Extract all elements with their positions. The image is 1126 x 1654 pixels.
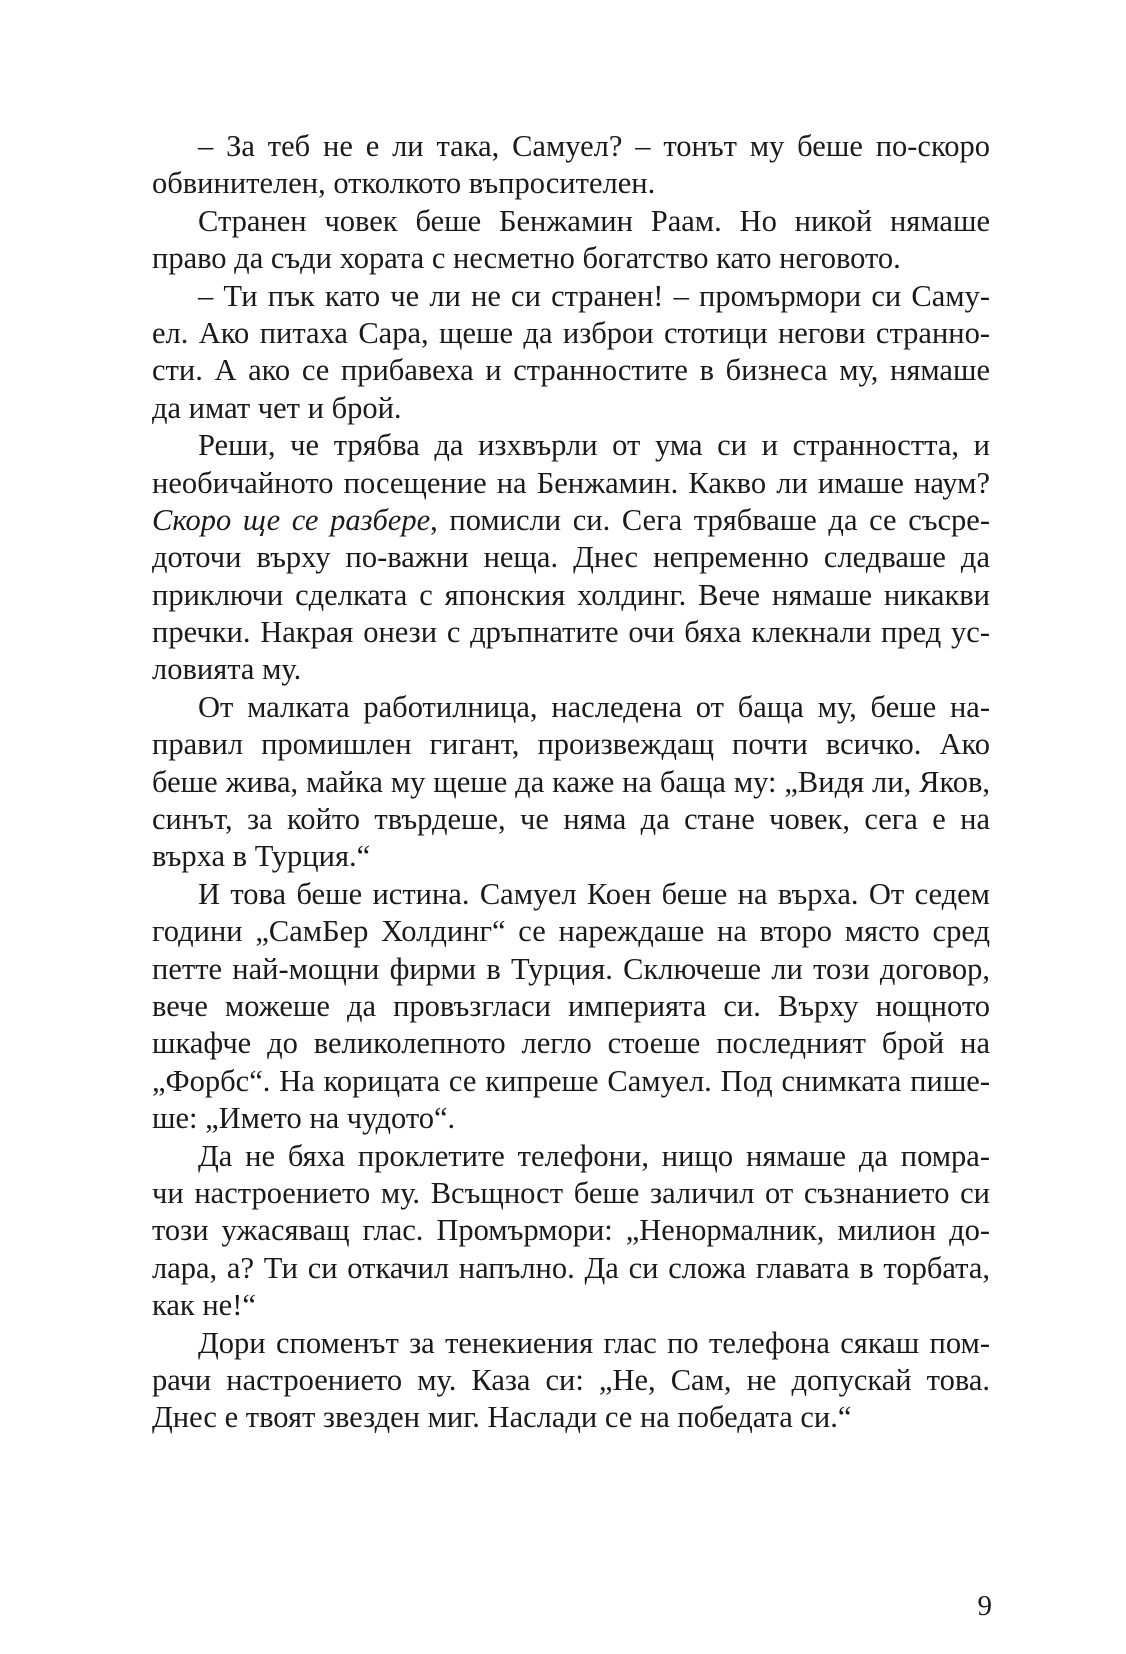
- text-segment: сти. А ако се прибавеха и странностите в бизнеса му, нямаше: [152, 353, 990, 388]
- text-segment: И това беше истина. Самуел Коен беше на върха. От седем: [198, 876, 990, 911]
- text-segment: обвинителен, отколкото въпросителен.: [152, 166, 656, 201]
- text-line: [152, 240, 990, 277]
- text-line: [152, 165, 990, 202]
- text-segment: Реши, че трябва да изхвърли от ума си и странността, и: [198, 428, 990, 463]
- text-line: [152, 689, 990, 726]
- text-line: [152, 315, 990, 352]
- text-line: [152, 128, 990, 165]
- text-line: [152, 1138, 990, 1175]
- text-line: [152, 1250, 990, 1287]
- text-segment: върха в Турция.“: [152, 839, 371, 874]
- text-segment: необичайното посещение на Бенжамин. Какво ли имаше наум?: [152, 465, 990, 500]
- text-line: [152, 614, 990, 651]
- text-segment: пречки. Накрая онези с дръпнатите очи бяха клекнали пред ус-: [152, 615, 990, 650]
- text-segment: синът, за който твърдеше, че няма да стане човек, сега е на: [152, 802, 990, 837]
- text-segment: лара, а? Ти си откачил напълно. Да си сложа главата в торбата,: [152, 1250, 990, 1285]
- text-segment: петте най-мощни фирми в Турция. Сключеше ли този договор,: [152, 951, 990, 986]
- text-line: [152, 1325, 990, 1362]
- text-line: [152, 1175, 990, 1212]
- text-segment: Дори споменът за тенекиения глас по телефона сякаш пом-: [198, 1325, 990, 1360]
- text-segment: ше: „Името на чудото“.: [152, 1101, 456, 1136]
- text-line: [152, 951, 990, 988]
- text-segment: доточи върху по-важни неща. Днес непременно следваше да: [152, 540, 990, 575]
- text-segment: правил промишлен гигант, произвеждащ почти всичко. Ако: [152, 727, 990, 762]
- text-line: [152, 1212, 990, 1249]
- text-segment: ел. Ако питаха Сара, щеше да изброи стотици негови странно-: [152, 315, 990, 350]
- text-segment: – За теб не е ли така, Самуел? – тонът му беше по-скоро: [198, 129, 990, 163]
- text-segment: чи настроението му. Всъщност беше заличил от съзнанието си: [152, 1175, 990, 1210]
- body-text: [152, 128, 990, 1437]
- text-line: [152, 876, 990, 913]
- text-line: [152, 539, 990, 576]
- text-line: [152, 465, 990, 502]
- text-line: [152, 502, 990, 539]
- text-segment: Странен човек беше Бенжамин Раам. Но никой нямаше: [198, 203, 990, 238]
- text-line: [152, 1025, 990, 1062]
- text-segment: шкафче до великолепното легло стоеше последният брой на: [152, 1026, 990, 1061]
- text-line: [152, 1063, 990, 1100]
- text-line: [152, 1399, 990, 1436]
- text-line: [152, 1362, 990, 1399]
- text-line: [152, 801, 990, 838]
- text-line: [152, 352, 990, 389]
- text-segment: От малката работилница, наследена от баща му, беше на-: [198, 689, 990, 724]
- text-segment: ловията му.: [152, 652, 302, 687]
- text-segment: как не!“: [152, 1288, 256, 1323]
- text-segment: Днес е твоят звезден миг. Наслади се на победата си.“: [152, 1400, 852, 1435]
- text-segment: – Ти пък като че ли не си странен! – промърмори си Саму-: [198, 278, 990, 313]
- text-line: [152, 577, 990, 614]
- text-line: [152, 764, 990, 801]
- text-line: [152, 988, 990, 1025]
- text-line: [152, 1100, 990, 1137]
- text-line: [152, 726, 990, 763]
- text-line: [152, 278, 990, 315]
- text-segment: този ужасяващ глас. Промърмори: „Ненормалник, милион до-: [152, 1213, 990, 1248]
- text-segment: , помисли си. Сега трябваше да се съсре-: [430, 502, 990, 537]
- text-segment: рачи настроението му. Каза си: „Не, Сам, не допускай това.: [152, 1362, 990, 1397]
- text-segment: приключи сделката с японския холдинг. Вече нямаше никакви: [152, 577, 990, 612]
- text-line: [152, 651, 990, 688]
- text-segment: Да не бяха проклетите телефони, нищо нямаше да помра-: [198, 1138, 990, 1173]
- text-line: [152, 838, 990, 875]
- text-line: [152, 913, 990, 950]
- text-line: [152, 390, 990, 427]
- page-number: 9: [977, 1590, 992, 1622]
- text-line: [152, 1287, 990, 1324]
- text-line: [152, 203, 990, 240]
- text-segment: право да съди хората с несметно богатство като неговото.: [152, 241, 901, 276]
- italic-text-segment: Скоро ще се разбере: [152, 502, 431, 537]
- text-segment: вече можеше да провъзгласи империята си. Върху нощното: [152, 988, 990, 1023]
- text-segment: години „СамБер Холдинг“ се нареждаше на второ място сред: [152, 914, 990, 949]
- text-line: [152, 427, 990, 464]
- text-segment: беше жива, майка му щеше да каже на баща му: „Видя ли, Яков,: [152, 764, 990, 799]
- text-segment: „Форбс“. На корицата се кипреше Самуел. Под снимката пише-: [152, 1063, 990, 1098]
- text-segment: да имат чет и брой.: [152, 390, 402, 425]
